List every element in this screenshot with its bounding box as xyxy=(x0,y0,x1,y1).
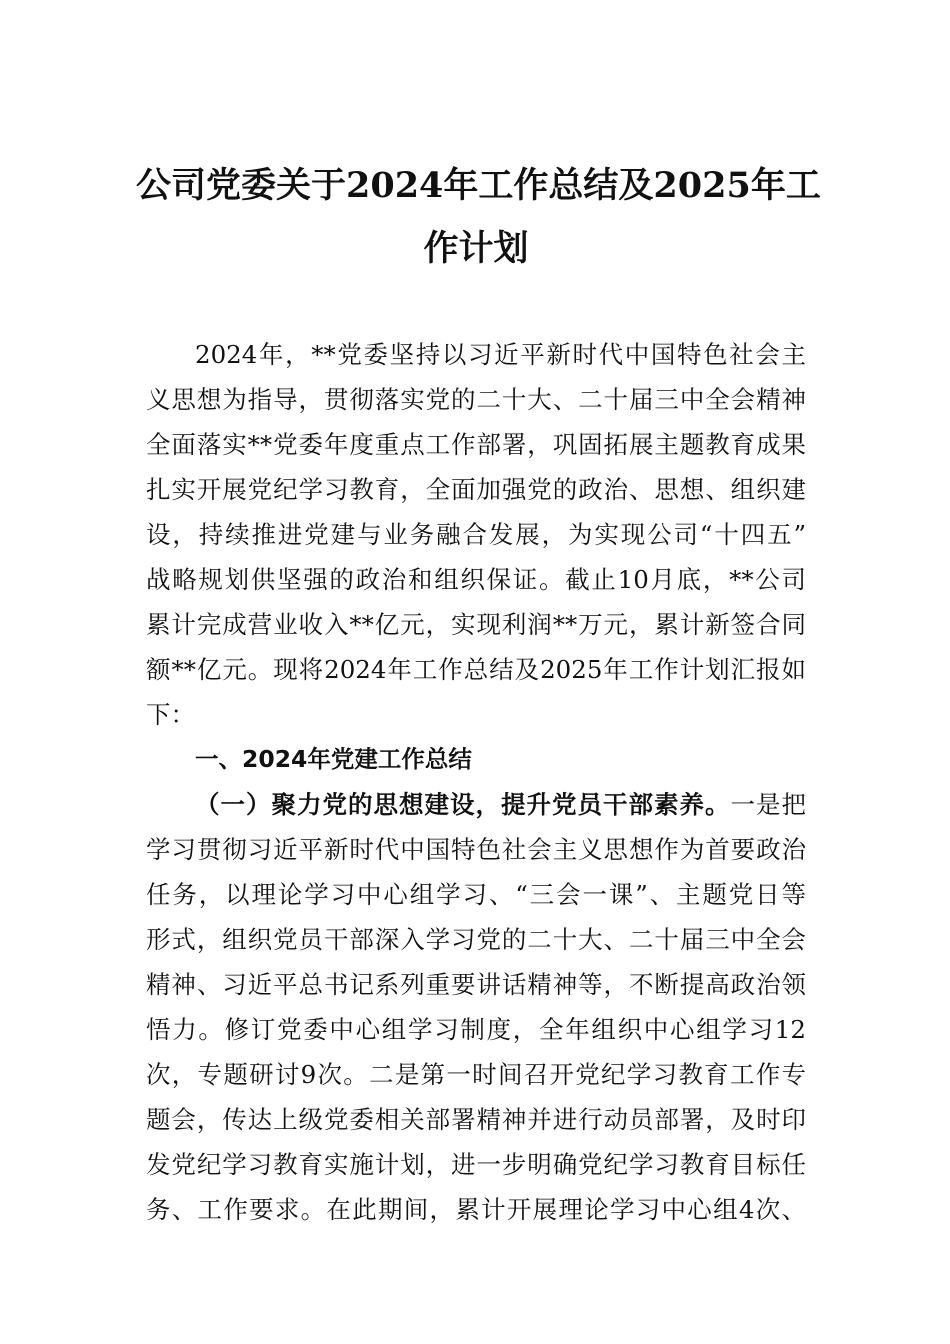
title-line-1: 公司党委关于2024年工作总结及2025年工 xyxy=(136,165,821,206)
text-line: 学习贯彻习近平新时代中国特色社会主义思想作为首要政治 xyxy=(146,835,806,864)
text-line: 扎实开展党纪学习教育，全面加强党的政治、思想、组织建 xyxy=(146,475,806,504)
text-line: 发党纪学习教育实施计划，进一步明确党纪学习教育目标任 xyxy=(146,1150,806,1179)
intro-paragraph xyxy=(146,332,806,737)
subsection-heading: （一）聚力党的思想建设，提升党员干部素养。 xyxy=(195,790,731,819)
subsection-first-line xyxy=(146,782,806,827)
text-line: 悟力。修订党委中心组学习制度，全年组织中心组学习12 xyxy=(146,1015,806,1044)
text-line: 战略规划供坚强的政治和组织保证。截止10月底，**公司 xyxy=(146,565,806,594)
text-line: 全面落实**党委年度重点工作部署，巩固拓展主题教育成果 xyxy=(146,430,806,459)
subsection-paragraph xyxy=(146,782,806,1232)
text-line: 设，持续推进党建与业务融合发展，为实现公司“十四五” xyxy=(146,520,806,549)
text-line: 题会，传达上级党委相关部署精神并进行动员部署，及时印 xyxy=(146,1105,806,1134)
subsection-first-line-rest: 一是把 xyxy=(730,790,806,819)
text-line: 形式，组织党员干部深入学习党的二十大、二十届三中全会 xyxy=(146,925,806,954)
text-line: 务、工作要求。在此期间，累计开展理论学习中心组4次、 xyxy=(146,1195,806,1224)
text-line: 额**亿元。现将2024年工作总结及2025年工作计划汇报如 xyxy=(146,655,806,684)
title-line-2: 作计划 xyxy=(423,228,529,269)
text-line: 精神、习近平总书记系列重要讲话精神等，不断提高政治领 xyxy=(146,970,806,999)
section-heading: 一、2024年党建工作总结 xyxy=(195,745,472,773)
text-line: 义思想为指导，贯彻落实党的二十大、二十届三中全会精神 xyxy=(146,385,806,414)
text-line: 次，专题研讨9次。二是第一时间召开党纪学习教育工作专 xyxy=(146,1060,806,1089)
text-line: 累计完成营业收入**亿元，实现利润**万元，累计新签合同 xyxy=(146,610,806,639)
document-title xyxy=(136,154,821,280)
document-body xyxy=(146,332,806,1232)
text-line: 任务，以理论学习中心组学习、“三会一课”、主题党日等 xyxy=(146,880,806,909)
text-line: 2024年，**党委坚持以习近平新时代中国特色社会主 xyxy=(195,340,806,369)
text-line: 下： xyxy=(146,700,195,729)
